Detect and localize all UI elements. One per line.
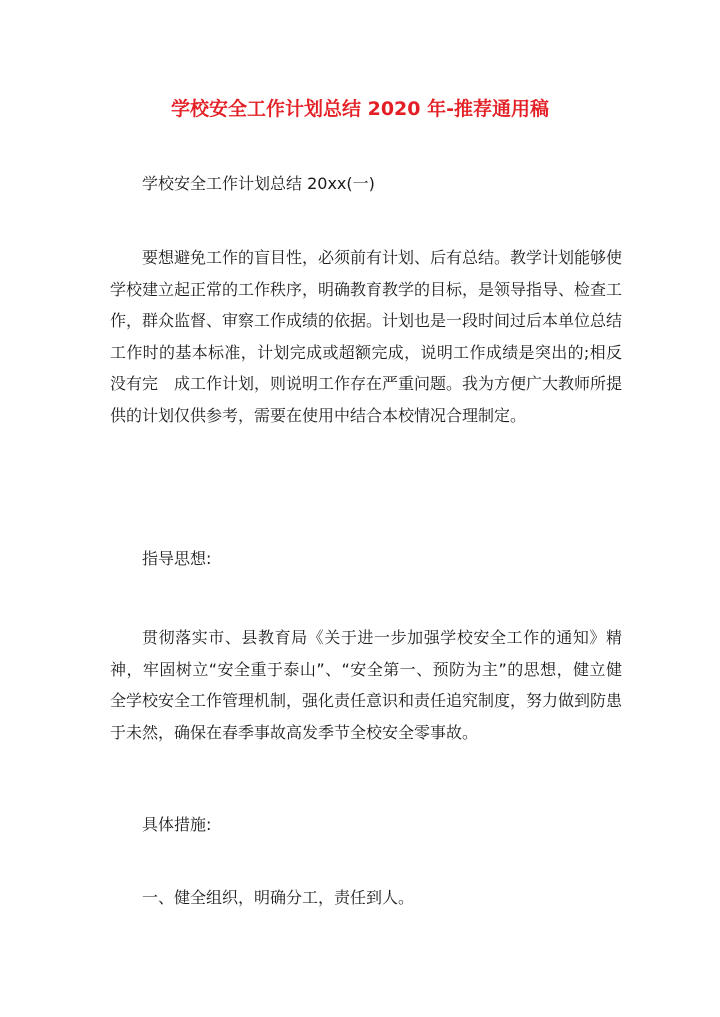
document-subtitle: 学校安全工作计划总结 20xx(一)	[142, 174, 375, 193]
document-title: 学校安全工作计划总结 2020 年-推荐通用稿	[171, 98, 549, 120]
measure-item-1: 一、健全组织，明确分工，责任到人。	[142, 888, 415, 907]
intro-paragraph: 要想避免工作的盲目性，必须前有计划、后有总结。教学计划能够使学校建立起正常的工作秩序，明确教育教学的目标，是领导指导、检查工作，群众监督、审察工作成绩的依据。计划也是一段时间过后本单位总结工作时的基本标准，计划完成或超额完成，说明工作成绩是突出的;相反没有完 成工作计划，则说明工作存在严重问题。我为方便广大教师所提供的计划仅供参考，需要在使用中结合本校情况合理制定。	[110, 248, 623, 425]
guiding-paragraph: 贯彻落实市、县教育局《关于进一步加强学校安全工作的通知》精神，牢固树立“安全重于泰山”、“安全第一、预防为主”的思想，健立健全学校安全工作管理机制，强化责任意识和责任追究制度，努力做到防患于未然，确保在春季事故高发季节全校安全零事故。	[110, 628, 623, 742]
guiding-heading: 指导思想:	[142, 549, 212, 568]
measures-heading: 具体措施:	[142, 815, 212, 834]
